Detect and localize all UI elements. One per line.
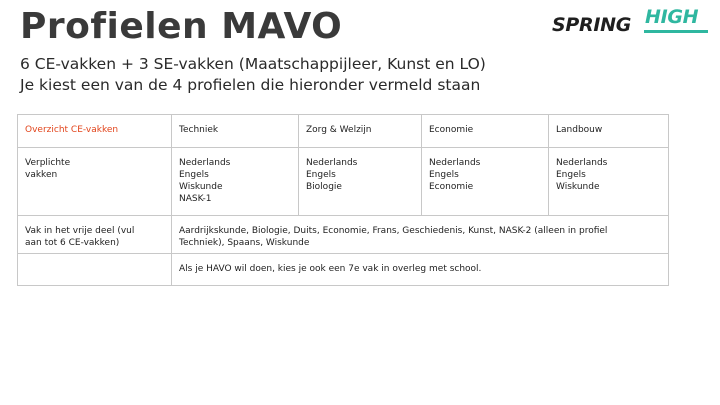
subject: Wiskunde [179,182,223,192]
header-cell-techniek: Techniek [172,115,299,148]
header-cell-economie: Economie [422,115,549,148]
required-economie-cell [422,148,549,216]
subject: Nederlands [429,158,481,168]
subject: Engels [306,170,336,180]
springhigh-logo [552,6,712,40]
required-zorg-cell [299,148,422,216]
header-cell-landbouw: Landbouw [549,115,669,148]
subtitle-line-2: Je kiest een van de 4 profielen die hieronder vermeld staan [20,76,481,94]
subject: Wiskunde [556,182,600,192]
required-techniek-cell [172,148,299,216]
free-label-line: Vak in het vrije deel (vul [25,226,135,236]
havo-empty-cell [18,254,172,286]
subject: Engels [179,170,209,180]
subject: Economie [429,182,474,192]
free-subjects-line: Aardrijkskunde, Biologie, Duits, Economie, Frans, Geschiedenis, Kunst, NASK-2 (alleen in profiel [179,226,608,236]
subject: Nederlands [179,158,231,168]
header-cell-overview [18,115,172,148]
table-row-havo [18,254,669,286]
subtitle [20,54,486,96]
free-label-cell [18,216,172,254]
required-label-line: Verplichte [25,158,71,168]
subject: Engels [556,170,586,180]
header-cell-zorg: Zorg & Welzijn [299,115,422,148]
havo-note-cell: Als je HAVO wil doen, kies je ook een 7e vak in overleg met school. [172,254,669,286]
required-label-line: vakken [25,170,58,180]
subject: Engels [429,170,459,180]
required-landbouw-cell [549,148,669,216]
subject: Nederlands [556,158,608,168]
subject: Biologie [306,182,342,192]
logo-high-text: HIGH [645,6,699,28]
table-row-required [18,148,669,216]
table-row-free [18,216,669,254]
free-subjects-line: Techniek), Spaans, Wiskunde [179,238,310,248]
free-subjects-cell [172,216,669,254]
logo-underline [644,30,708,33]
table-header-row [18,115,669,148]
required-label-cell [18,148,172,216]
subtitle-line-1: 6 CE-vakken + 3 SE-vakken (Maatschappijleer, Kunst en LO) [20,55,486,73]
subject: Nederlands [306,158,358,168]
profiles-table [17,114,669,286]
free-label-line: aan tot 6 CE-vakken) [25,238,120,248]
subject: NASK-1 [179,194,212,204]
header-overview-label: Overzicht CE-vakken [25,125,119,135]
logo-spring-text: SPRING [552,14,632,36]
page-title: Profielen MAVO [20,6,343,47]
